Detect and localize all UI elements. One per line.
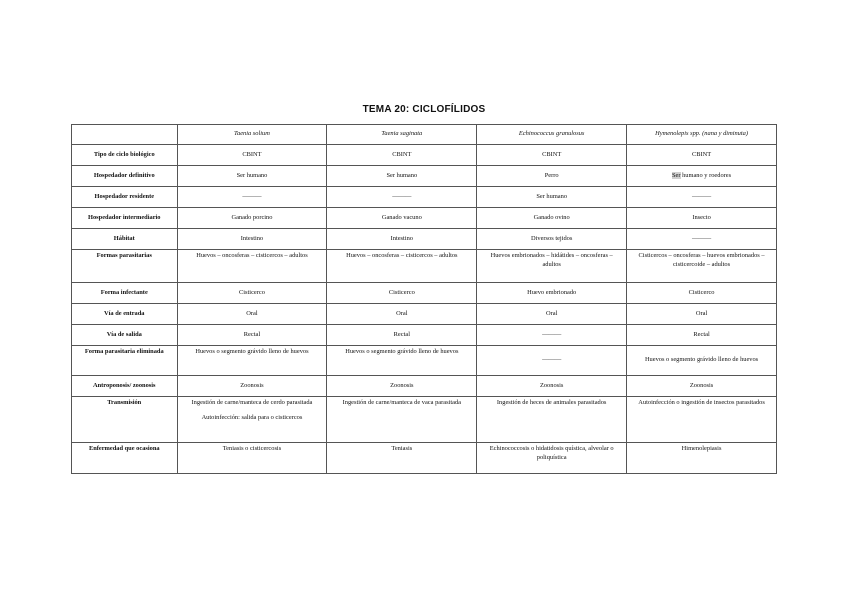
- table-cell: Ser humano: [477, 187, 627, 208]
- table-cell: Cisticerco: [327, 283, 477, 304]
- table-row: [72, 443, 777, 474]
- table-cell: Ser humano: [177, 166, 327, 187]
- row-label: Hospedador definitivo: [72, 166, 178, 187]
- table-cell: Himenolepiasis: [627, 443, 777, 474]
- table-cell: Intestino: [327, 229, 477, 250]
- table-cell: ———: [477, 346, 627, 376]
- cell-paragraph: Autoinfección: salida para o cisticercos: [201, 413, 303, 421]
- table-cell: Zoonosis: [627, 376, 777, 397]
- column-header: Taenia solium: [177, 125, 327, 145]
- highlighted-text: Ser: [671, 171, 681, 179]
- table-row: [72, 346, 777, 376]
- table-cell: Cisticerco: [177, 283, 327, 304]
- table-cell: Oral: [327, 304, 477, 325]
- table-cell: Teniasis o cisticercosis: [177, 443, 327, 474]
- table-row: [72, 229, 777, 250]
- table-cell: Huevos o segmento grávido lleno de huevos: [327, 346, 477, 376]
- cell-paragraph: Ingestión de carne/manteca de cerdo parasitada: [191, 399, 313, 406]
- table-cell: Ganado ovino: [477, 208, 627, 229]
- corner-cell: [72, 125, 178, 145]
- table-row: [72, 325, 777, 346]
- table-cell: Zoonosis: [477, 376, 627, 397]
- table-cell: Echinococcosis o hidatidosis quística, alveolar o poliquística: [477, 443, 627, 474]
- cell-paragraph: Ingestión de heces de animales parasitados: [496, 399, 607, 406]
- table-cell: Rectal: [327, 325, 477, 346]
- table-row: [72, 166, 777, 187]
- table-cell: Oral: [477, 304, 627, 325]
- cell-paragraph: Ingestión de carne/manteca de vaca parasitada: [342, 399, 461, 406]
- cell-text-rest: humano y roedores: [680, 171, 732, 179]
- table-cell: Ser humano: [327, 166, 477, 187]
- row-label: Forma infectante: [72, 283, 178, 304]
- table-cell: Intestino: [177, 229, 327, 250]
- table-cell: Rectal: [627, 325, 777, 346]
- row-label: Transmisión: [72, 397, 178, 443]
- table-cell: Huevo embrionado: [477, 283, 627, 304]
- document-title: TEMA 20: CICLOFÍLIDOS: [362, 104, 486, 115]
- table-cell: CBINT: [477, 145, 627, 166]
- table-cell: ———: [327, 187, 477, 208]
- table-cell: Zoonosis: [327, 376, 477, 397]
- row-label: Hospedador residente: [72, 187, 178, 208]
- table-cell: Huevos embrionados – hidátides – oncosferas – adultos: [477, 250, 627, 283]
- column-header: Echinococcus granulosus: [477, 125, 627, 145]
- row-label: Antroponosis/ zoonosis: [72, 376, 178, 397]
- row-label: Vía de salida: [72, 325, 178, 346]
- column-header: Hymenolepis spp. (nana y diminuta): [627, 125, 777, 145]
- table-cell: Ganado vacuno: [327, 208, 477, 229]
- table-cell: Cisticerco: [627, 283, 777, 304]
- table-row: [72, 376, 777, 397]
- row-label: Formas parasitarias: [72, 250, 178, 283]
- table-row: [72, 250, 777, 283]
- row-label: Hábitat: [72, 229, 178, 250]
- column-header: Taenia saginata: [327, 125, 477, 145]
- table-row: [72, 187, 777, 208]
- table-cell: CBINT: [627, 145, 777, 166]
- table-cell: Huevos – oncosferas – cisticercos – adultos: [327, 250, 477, 283]
- table-row: [72, 304, 777, 325]
- table-cell: Diversos tejidos: [477, 229, 627, 250]
- row-label: Hospedador intermediario: [72, 208, 178, 229]
- table-row: [72, 397, 777, 443]
- table-cell: ———: [627, 187, 777, 208]
- table-cell: Oral: [627, 304, 777, 325]
- table-cell: [327, 397, 477, 443]
- table-row: [72, 208, 777, 229]
- table-row: [72, 145, 777, 166]
- comparison-table: [71, 124, 777, 474]
- table-cell: ———: [177, 187, 327, 208]
- table-cell: Perro: [477, 166, 627, 187]
- table-cell: Insecto: [627, 208, 777, 229]
- table-cell: [477, 397, 627, 443]
- table-cell: [627, 397, 777, 443]
- table-cell: ———: [627, 229, 777, 250]
- table-cell: [627, 166, 777, 187]
- table-cell: Cisticercos – oncosferas – huevos embrionados – cisticercoide – adultos: [627, 250, 777, 283]
- table-cell: Huevos o segmento grávido lleno de huevos: [627, 346, 777, 376]
- cell-paragraph: Autoinfección o ingestión de insectos parasitados: [638, 399, 765, 406]
- table-cell: ———: [477, 325, 627, 346]
- table-cell: CBINT: [177, 145, 327, 166]
- table-cell: Huevos – oncosferas – cisticercos – adultos: [177, 250, 327, 283]
- table-cell: Zoonosis: [177, 376, 327, 397]
- table-cell: CBINT: [327, 145, 477, 166]
- table-cell: Teniasis: [327, 443, 477, 474]
- table-row: [72, 283, 777, 304]
- table-cell: Huevos o segmento grávido lleno de huevos: [177, 346, 327, 376]
- row-label: Enfermedad que ocasiona: [72, 443, 178, 474]
- row-label: Tipo de ciclo biológico: [72, 145, 178, 166]
- table-cell: [177, 397, 327, 443]
- row-label: Forma parasitaria eliminada: [72, 346, 178, 376]
- table-cell: Ganado porcino: [177, 208, 327, 229]
- row-label: Vía de entrada: [72, 304, 178, 325]
- table-cell: Oral: [177, 304, 327, 325]
- header-row: [72, 125, 777, 145]
- table-cell: Rectal: [177, 325, 327, 346]
